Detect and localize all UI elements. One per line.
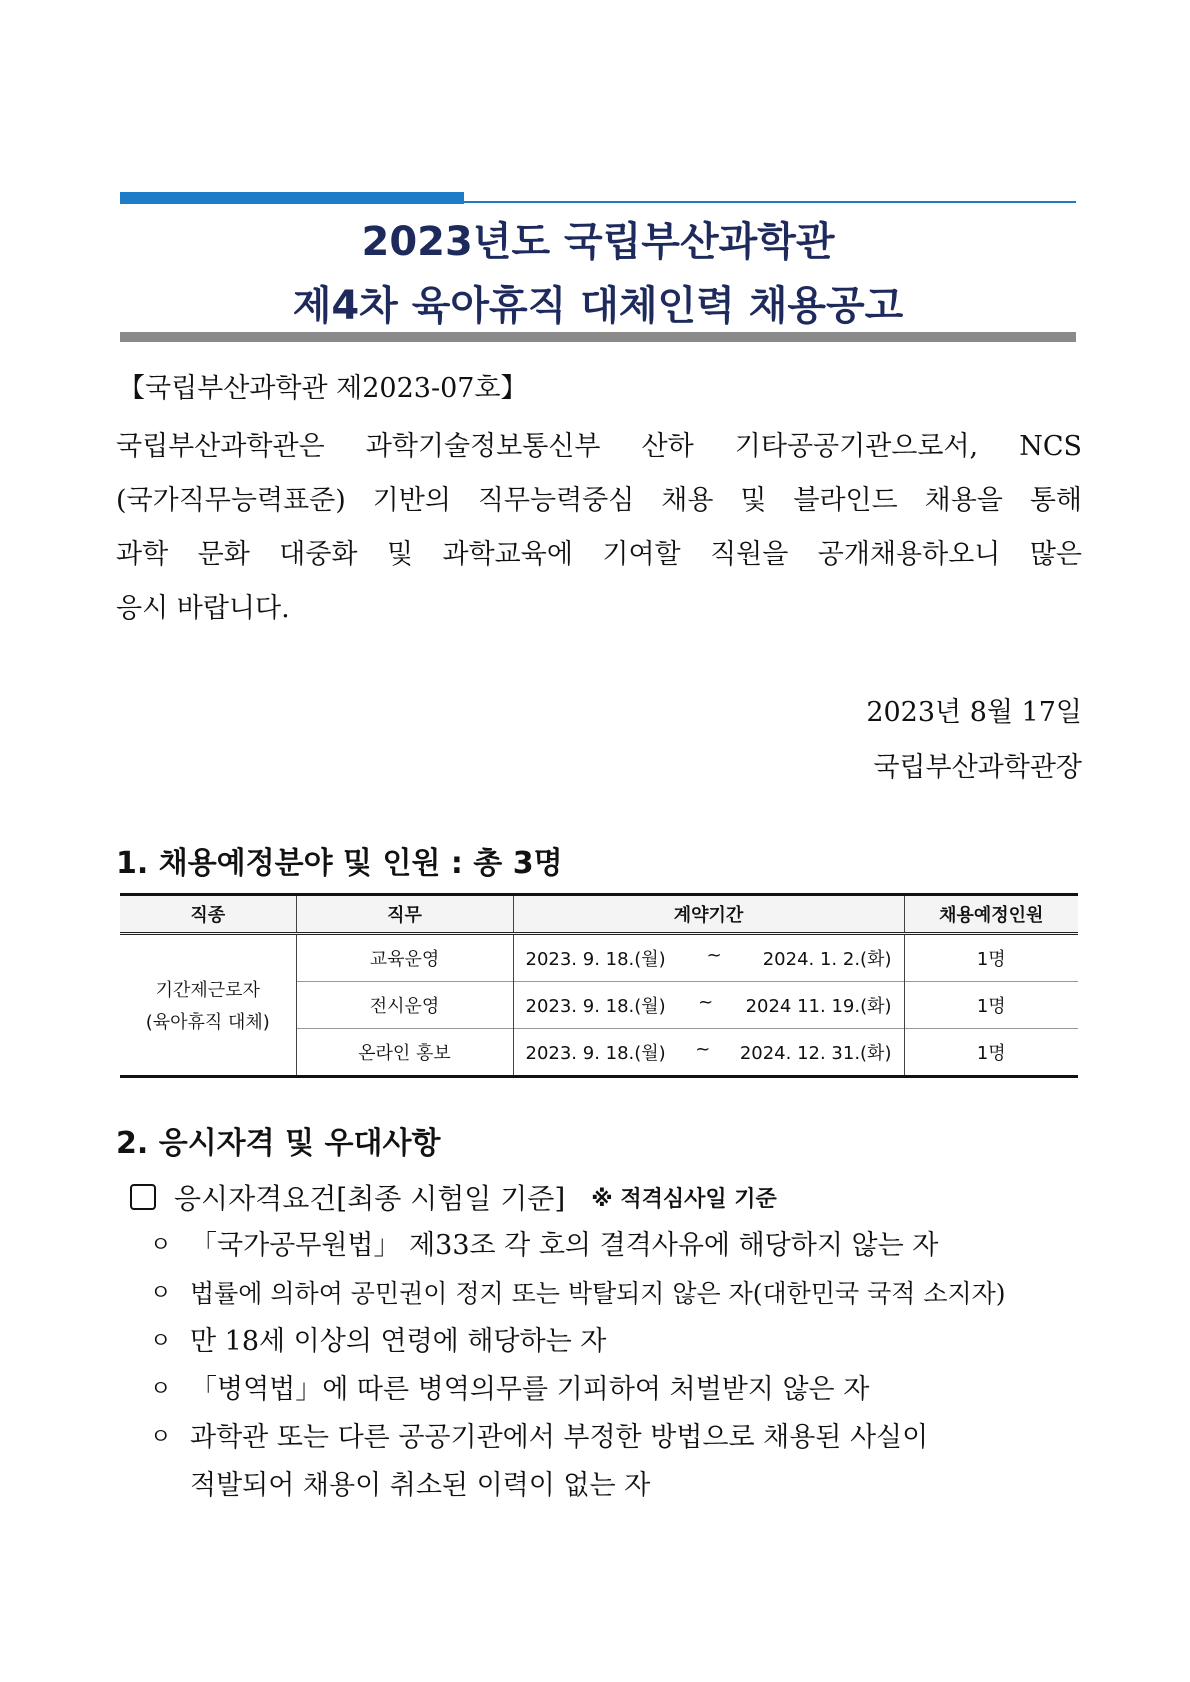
table-row <box>120 934 1078 982</box>
subheading-note: ※ 적격심사일 기준 <box>591 1186 777 1212</box>
intro-paragraph <box>116 420 1082 636</box>
recruitment-table <box>120 893 1078 1078</box>
qualification-text: 과학관 또는 다른 공공기관에서 부정한 방법으로 채용된 사실이 <box>190 1422 929 1453</box>
page-title-line2: 제4차 육아휴직 대체인력 채용공고 <box>292 283 904 329</box>
table-header-row <box>120 895 1078 934</box>
list-item <box>150 1366 1082 1414</box>
notice-number: 【국립부산과학관 제2023-07호】 <box>118 373 528 404</box>
intro-line: 과학 문화 대중화 및 과학교육에 기여할 직원을 공개채용하오니 많은 <box>116 539 1082 570</box>
headcount-cell: 1명 <box>904 982 1078 1029</box>
qualification-text: 법률에 의하여 공민권이 정지 또는 박탈되지 않은 자(대한민국 국적 소지자) <box>190 1279 1006 1308</box>
period-start: 2023. 9. 18.(월) <box>525 1043 666 1064</box>
list-item <box>150 1414 1082 1510</box>
period-start: 2023. 9. 18.(월) <box>525 996 666 1017</box>
page-title-line1: 2023년도 국립부산과학관 <box>361 219 835 265</box>
signer: 국립부산과학관장 <box>873 752 1082 783</box>
duty-cell: 전시운영 <box>296 982 513 1029</box>
header-contract-period: 계약기간 <box>513 895 904 934</box>
qualification-text: 「병역법」에 따른 병역의무를 기피하여 처벌받지 않은 자 <box>190 1374 870 1405</box>
title-underline-bar <box>120 332 1076 342</box>
job-type-line1: 기간제근로자 <box>155 980 260 1001</box>
intro-line: (국가직무능력표준) 기반의 직무능력중심 채용 및 블라인드 채용을 통해 <box>116 485 1082 516</box>
period-end: 2024 11. 19.(화) <box>745 996 892 1017</box>
list-item <box>150 1222 1082 1270</box>
period-cell <box>513 934 904 982</box>
job-type-cell <box>120 934 296 1077</box>
period-start: 2023. 9. 18.(월) <box>525 949 666 970</box>
intro-line: 국립부산과학관은 과학기술정보통신부 산하 기타공공기관으로서, NCS <box>116 431 1082 462</box>
duty-cell: 교육운영 <box>296 934 513 982</box>
section1-title: 1. 채용예정분야 및 인원 : 총 3명 <box>116 846 563 881</box>
duty-cell: 온라인 홍보 <box>296 1029 513 1077</box>
headcount-cell: 1명 <box>904 934 1078 982</box>
header-job-type: 직종 <box>120 895 296 934</box>
intro-line: 응시 바랍니다. <box>116 593 290 624</box>
header-duty: 직무 <box>296 895 513 934</box>
checkbox-icon <box>130 1184 156 1210</box>
qualification-text: 만 18세 이상의 연령에 해당하는 자 <box>190 1326 607 1357</box>
bullet-icon: ㅇ <box>150 1425 172 1450</box>
period-tilde: ~ <box>706 945 722 966</box>
list-item <box>150 1270 1082 1318</box>
qualification-continuation: 적발되어 채용이 취소된 이력이 없는 자 <box>190 1470 651 1501</box>
bullet-icon: ㅇ <box>150 1281 172 1306</box>
list-item <box>150 1318 1082 1366</box>
period-end: 2024. 12. 31.(화) <box>739 1043 892 1064</box>
period-cell <box>513 1029 904 1077</box>
qualification-text: 「국가공무원법」 제33조 각 호의 결격사유에 해당하지 않는 자 <box>190 1230 939 1261</box>
bullet-icon: ㅇ <box>150 1377 172 1402</box>
qualification-text-multiline <box>190 1414 1082 1510</box>
period-cell <box>513 982 904 1029</box>
headcount-cell: 1명 <box>904 1029 1078 1077</box>
header-rule <box>464 201 1076 203</box>
qualification-list <box>150 1222 1082 1510</box>
period-tilde: ~ <box>695 1039 711 1060</box>
bullet-icon: ㅇ <box>150 1329 172 1354</box>
header-accent-bar <box>120 192 464 204</box>
header-headcount: 채용예정인원 <box>904 895 1078 934</box>
qualification-subheading <box>130 1177 777 1217</box>
notice-date: 2023년 8월 17일 <box>866 697 1082 728</box>
bullet-icon: ㅇ <box>150 1233 172 1258</box>
job-type-line2: (육아휴직 대체) <box>145 1012 270 1033</box>
period-end: 2024. 1. 2.(화) <box>762 949 892 970</box>
subheading-label: 응시자격요건[최종 시험일 기준] <box>174 1182 566 1215</box>
section2-title: 2. 응시자격 및 우대사항 <box>116 1126 441 1161</box>
period-tilde: ~ <box>698 992 714 1013</box>
